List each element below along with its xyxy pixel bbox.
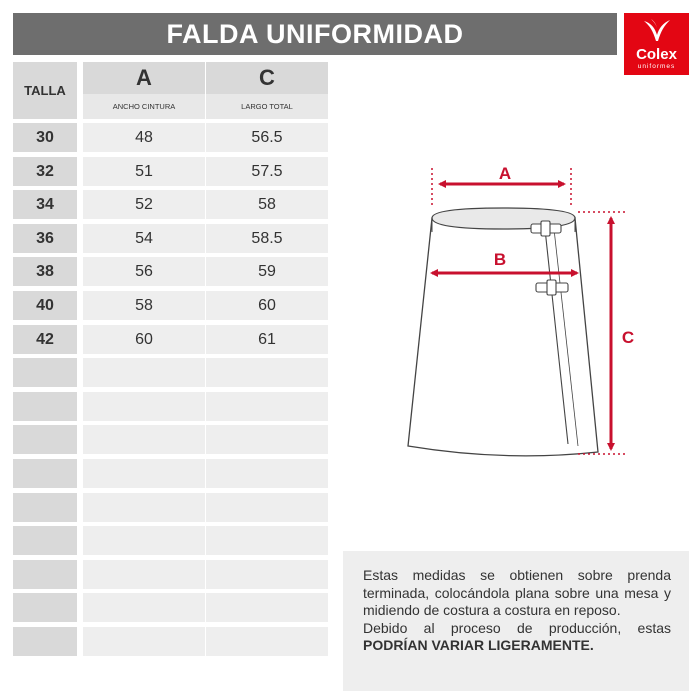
waist-width-cell	[83, 459, 205, 488]
waist-width-cell	[83, 358, 205, 387]
note-warning-bold: PODRÍAN VARIAR LIGERAMENTE.	[363, 637, 594, 653]
page-title: FALDA UNIFORMIDAD	[13, 13, 617, 55]
size-cell	[13, 459, 77, 488]
note-warning	[363, 620, 671, 655]
waist-width-cell	[83, 560, 205, 589]
waist-width-cell: 56	[83, 257, 205, 286]
waist-width-cell: 58	[83, 291, 205, 320]
size-cell: 34	[13, 190, 77, 219]
waist-width-cell	[83, 526, 205, 555]
total-length-cell	[206, 425, 328, 454]
total-length-cell	[206, 593, 328, 622]
column-a-label: ANCHO CINTURA	[83, 94, 205, 119]
column-a-header	[83, 62, 205, 119]
total-length-cell	[206, 392, 328, 421]
brand-logo	[624, 13, 689, 75]
total-length-cell: 58.5	[206, 224, 328, 253]
column-c-letter: C	[206, 62, 328, 94]
measurement-note	[343, 551, 689, 691]
logo-name: Colex	[636, 46, 677, 63]
bird-icon	[642, 17, 672, 43]
measure-c-label: C	[621, 328, 635, 347]
total-length-cell: 56.5	[206, 123, 328, 152]
total-length-cell: 60	[206, 291, 328, 320]
size-cell	[13, 493, 77, 522]
total-length-cell	[206, 526, 328, 555]
size-cell	[13, 560, 77, 589]
total-length-cell: 58	[206, 190, 328, 219]
size-cell: 40	[13, 291, 77, 320]
column-c-header	[206, 62, 328, 119]
total-length-cell	[206, 459, 328, 488]
total-length-cell	[206, 560, 328, 589]
size-cell: 42	[13, 325, 77, 354]
measure-a-label: A	[498, 164, 512, 183]
size-cell	[13, 627, 77, 656]
size-cell: 30	[13, 123, 77, 152]
size-cell	[13, 425, 77, 454]
waist-width-cell	[83, 627, 205, 656]
total-length-cell: 61	[206, 325, 328, 354]
waist-width-cell	[83, 392, 205, 421]
note-warning-prefix: Debido al proceso de producción, estas	[363, 619, 671, 636]
size-cell	[13, 526, 77, 555]
measure-b-label: B	[493, 250, 507, 269]
size-cell: 32	[13, 157, 77, 186]
waist-width-cell	[83, 425, 205, 454]
size-cell: 38	[13, 257, 77, 286]
size-column-header: TALLA	[13, 62, 77, 119]
waist-width-cell: 51	[83, 157, 205, 186]
logo-subtitle: uniformes	[637, 63, 676, 70]
column-a-letter: A	[83, 62, 205, 94]
waist-width-cell	[83, 593, 205, 622]
size-cell: 36	[13, 224, 77, 253]
skirt-diagram	[390, 150, 650, 470]
size-cell	[13, 358, 77, 387]
waist-width-cell	[83, 493, 205, 522]
column-c-label: LARGO TOTAL	[206, 94, 328, 119]
size-cell	[13, 392, 77, 421]
waist-width-cell: 48	[83, 123, 205, 152]
total-length-cell	[206, 493, 328, 522]
total-length-cell	[206, 358, 328, 387]
size-cell	[13, 593, 77, 622]
waist-width-cell: 60	[83, 325, 205, 354]
waist-width-cell: 54	[83, 224, 205, 253]
total-length-cell	[206, 627, 328, 656]
note-text: Estas medidas se obtienen sobre prenda terminada, colocándola plana sobre una mesa y midiendo de costura a costura en reposo.	[363, 567, 671, 618]
waist-width-cell: 52	[83, 190, 205, 219]
total-length-cell: 57.5	[206, 157, 328, 186]
total-length-cell: 59	[206, 257, 328, 286]
